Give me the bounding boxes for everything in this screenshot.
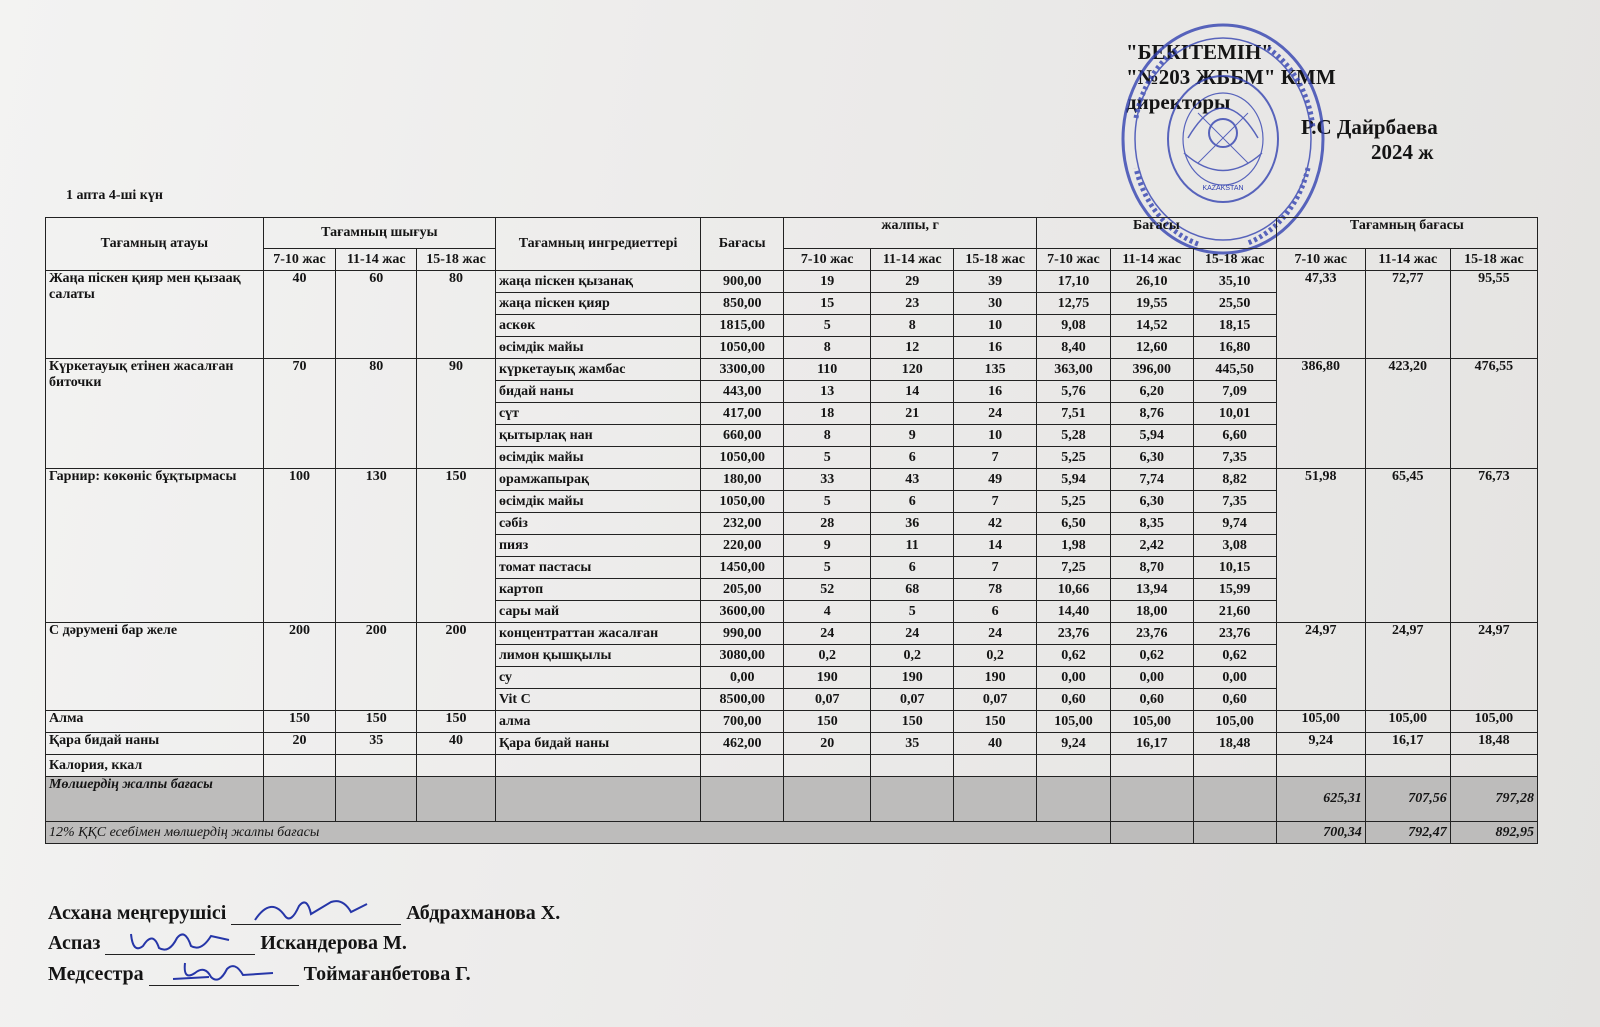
ingredient-name: Vit C bbox=[495, 689, 700, 711]
calorie-row bbox=[46, 755, 1538, 777]
ingredient-grams-age-3: 7 bbox=[954, 557, 1037, 579]
ingredient-cost-age-1: 7,51 bbox=[1037, 403, 1111, 425]
dish-yield-age-3: 150 bbox=[417, 711, 496, 733]
header-ingredients: Тағамның ингредиеттері bbox=[495, 218, 700, 271]
ingredient-cost-age-2: 19,55 bbox=[1110, 293, 1193, 315]
ingredient-grams-age-3: 7 bbox=[954, 447, 1037, 469]
ingredient-price: 8500,00 bbox=[701, 689, 784, 711]
ingredient-cost-age-3: 8,82 bbox=[1193, 469, 1276, 491]
signature-blank bbox=[149, 965, 299, 986]
dish-yield-age-1: 40 bbox=[263, 271, 336, 359]
ingredient-cost-age-1: 1,98 bbox=[1037, 535, 1111, 557]
header-yield-age-3: 15-18 жас bbox=[417, 249, 496, 271]
ingredient-grams-age-1: 5 bbox=[784, 315, 871, 337]
header-cost-age-3: 15-18 жас bbox=[1193, 249, 1276, 271]
ingredient-name: аскөк bbox=[495, 315, 700, 337]
ingredient-price: 900,00 bbox=[701, 271, 784, 293]
ingredient-price: 1050,00 bbox=[701, 337, 784, 359]
dish-total-age-2: 16,17 bbox=[1365, 733, 1450, 755]
ingredient-cost-age-1: 105,00 bbox=[1037, 711, 1111, 733]
signature-person: Абдрахманова Х. bbox=[406, 902, 561, 924]
ingredient-grams-age-2: 36 bbox=[871, 513, 954, 535]
ingredient-grams-age-2: 35 bbox=[871, 733, 954, 755]
dish-yield-age-2: 130 bbox=[336, 469, 417, 623]
signature-blank bbox=[105, 934, 255, 955]
ingredient-cost-age-1: 14,40 bbox=[1037, 601, 1111, 623]
ingredient-grams-age-2: 0,2 bbox=[871, 645, 954, 667]
ingredient-row bbox=[46, 711, 1538, 733]
ingredient-cost-age-2: 16,17 bbox=[1110, 733, 1193, 755]
menu-body bbox=[46, 271, 1538, 755]
total-label: Мөлшердің жалпы бағасы bbox=[46, 777, 264, 822]
ingredient-cost-age-2: 8,35 bbox=[1110, 513, 1193, 535]
header-gross-age-3: 15-18 жас bbox=[954, 249, 1037, 271]
ingredient-grams-age-1: 15 bbox=[784, 293, 871, 315]
ingredient-grams-age-2: 21 bbox=[871, 403, 954, 425]
dish-name: С дәрумені бар желе bbox=[46, 623, 264, 711]
dish-name: Алма bbox=[46, 711, 264, 733]
ingredient-price: 417,00 bbox=[701, 403, 784, 425]
ingredient-cost-age-2: 2,42 bbox=[1110, 535, 1193, 557]
ingredient-price: 0,00 bbox=[701, 667, 784, 689]
ingredient-grams-age-1: 52 bbox=[784, 579, 871, 601]
dish-total-age-3: 76,73 bbox=[1450, 469, 1537, 623]
ingredient-price: 3300,00 bbox=[701, 359, 784, 381]
ingredient-price: 3600,00 bbox=[701, 601, 784, 623]
ingredient-cost-age-3: 23,76 bbox=[1193, 623, 1276, 645]
header-cost-age-1: 7-10 жас bbox=[1037, 249, 1111, 271]
header-yield-age-2: 11-14 жас bbox=[336, 249, 417, 271]
ingredient-cost-age-1: 0,60 bbox=[1037, 689, 1111, 711]
dish-yield-age-1: 20 bbox=[263, 733, 336, 755]
ingredient-cost-age-1: 0,62 bbox=[1037, 645, 1111, 667]
ingredient-grams-age-2: 5 bbox=[871, 601, 954, 623]
ingredient-grams-age-2: 23 bbox=[871, 293, 954, 315]
ingredient-price: 660,00 bbox=[701, 425, 784, 447]
ingredient-grams-age-3: 14 bbox=[954, 535, 1037, 557]
ingredient-cost-age-3: 7,09 bbox=[1193, 381, 1276, 403]
dish-total-age-1: 51,98 bbox=[1276, 469, 1365, 623]
ingredient-cost-age-2: 18,00 bbox=[1110, 601, 1193, 623]
dish-yield-age-3: 80 bbox=[417, 271, 496, 359]
ingredient-cost-age-1: 5,76 bbox=[1037, 381, 1111, 403]
ingredient-grams-age-3: 24 bbox=[954, 623, 1037, 645]
ingredient-grams-age-2: 24 bbox=[871, 623, 954, 645]
ingredient-grams-age-2: 0,07 bbox=[871, 689, 954, 711]
ingredient-cost-age-1: 5,28 bbox=[1037, 425, 1111, 447]
signature-blank bbox=[231, 904, 401, 925]
ingredient-grams-age-1: 33 bbox=[784, 469, 871, 491]
menu-table bbox=[45, 217, 1538, 844]
ingredient-cost-age-3: 0,00 bbox=[1193, 667, 1276, 689]
ingredient-cost-age-3: 0,60 bbox=[1193, 689, 1276, 711]
dish-yield-age-2: 80 bbox=[336, 359, 417, 469]
ingredient-cost-age-1: 12,75 bbox=[1037, 293, 1111, 315]
ingredient-cost-age-2: 26,10 bbox=[1110, 271, 1193, 293]
ingredient-cost-age-2: 7,74 bbox=[1110, 469, 1193, 491]
signature-person: Искандерова М. bbox=[260, 932, 407, 954]
header-dish-cost-age-1: 7-10 жас bbox=[1276, 249, 1365, 271]
ingredient-grams-age-3: 7 bbox=[954, 491, 1037, 513]
ingredient-cost-age-3: 25,50 bbox=[1193, 293, 1276, 315]
ingredient-name: жаңа піскен қызанақ bbox=[495, 271, 700, 293]
ingredient-grams-age-1: 20 bbox=[784, 733, 871, 755]
signature-role: Асхана меңгерушісі bbox=[48, 902, 227, 924]
week-day-label: 1 апта 4-ші күн bbox=[66, 188, 163, 203]
vat-value-age-2: 792,47 bbox=[1365, 822, 1450, 844]
handwritten-signature-icon bbox=[251, 894, 371, 928]
ingredient-grams-age-3: 49 bbox=[954, 469, 1037, 491]
ingredient-cost-age-1: 5,94 bbox=[1037, 469, 1111, 491]
ingredient-cost-age-3: 7,35 bbox=[1193, 447, 1276, 469]
dish-total-age-1: 386,80 bbox=[1276, 359, 1365, 469]
ingredient-cost-age-3: 7,35 bbox=[1193, 491, 1276, 513]
ingredient-grams-age-3: 39 bbox=[954, 271, 1037, 293]
ingredient-name: қытырлақ нан bbox=[495, 425, 700, 447]
ingredient-cost-age-2: 23,76 bbox=[1110, 623, 1193, 645]
header-dish-cost-age-2: 11-14 жас bbox=[1365, 249, 1450, 271]
vat-value-age-1: 700,34 bbox=[1276, 822, 1365, 844]
ingredient-grams-age-3: 10 bbox=[954, 315, 1037, 337]
ingredient-name: орамжапырақ bbox=[495, 469, 700, 491]
ingredient-cost-age-1: 5,25 bbox=[1037, 447, 1111, 469]
ingredient-cost-age-2: 12,60 bbox=[1110, 337, 1193, 359]
ingredient-cost-age-2: 0,00 bbox=[1110, 667, 1193, 689]
ingredient-grams-age-1: 4 bbox=[784, 601, 871, 623]
total-row bbox=[46, 777, 1538, 822]
ingredient-name: томат пастасы bbox=[495, 557, 700, 579]
ingredient-cost-age-1: 5,25 bbox=[1037, 491, 1111, 513]
ingredient-name: өсімдік майы bbox=[495, 447, 700, 469]
dish-total-age-3: 18,48 bbox=[1450, 733, 1537, 755]
signature-role: Аспаз bbox=[48, 932, 101, 954]
ingredient-name: Қара бидай наны bbox=[495, 733, 700, 755]
ingredient-cost-age-2: 6,20 bbox=[1110, 381, 1193, 403]
dish-total-age-2: 72,77 bbox=[1365, 271, 1450, 359]
dish-yield-age-1: 150 bbox=[263, 711, 336, 733]
ingredient-grams-age-1: 5 bbox=[784, 557, 871, 579]
ingredient-grams-age-1: 110 bbox=[784, 359, 871, 381]
dish-yield-age-1: 100 bbox=[263, 469, 336, 623]
approval-school: "№203 ЖББМ" КММ bbox=[1126, 65, 1336, 89]
ingredient-grams-age-1: 150 bbox=[784, 711, 871, 733]
header-yield-age-1: 7-10 жас bbox=[263, 249, 336, 271]
dish-total-age-3: 95,55 bbox=[1450, 271, 1537, 359]
ingredient-grams-age-2: 8 bbox=[871, 315, 954, 337]
ingredient-name: лимон қышқылы bbox=[495, 645, 700, 667]
ingredient-grams-age-3: 135 bbox=[954, 359, 1037, 381]
ingredient-name: алма bbox=[495, 711, 700, 733]
ingredient-cost-age-3: 9,74 bbox=[1193, 513, 1276, 535]
ingredient-price: 3080,00 bbox=[701, 645, 784, 667]
ingredient-price: 1050,00 bbox=[701, 447, 784, 469]
signature-role: Медсестра bbox=[48, 963, 144, 985]
dish-total-age-1: 24,97 bbox=[1276, 623, 1365, 711]
dish-yield-age-1: 70 bbox=[263, 359, 336, 469]
ingredient-grams-age-3: 16 bbox=[954, 337, 1037, 359]
ingredient-cost-age-2: 5,94 bbox=[1110, 425, 1193, 447]
dish-yield-age-3: 40 bbox=[417, 733, 496, 755]
ingredient-grams-age-2: 68 bbox=[871, 579, 954, 601]
ingredient-price: 462,00 bbox=[701, 733, 784, 755]
ingredient-grams-age-2: 6 bbox=[871, 557, 954, 579]
ingredient-name: сүт bbox=[495, 403, 700, 425]
header-dish-cost: Тағамның бағасы bbox=[1276, 218, 1537, 249]
ingredient-cost-age-3: 3,08 bbox=[1193, 535, 1276, 557]
dish-total-age-1: 47,33 bbox=[1276, 271, 1365, 359]
ingredient-name: су bbox=[495, 667, 700, 689]
dish-total-age-3: 24,97 bbox=[1450, 623, 1537, 711]
ingredient-grams-age-2: 9 bbox=[871, 425, 954, 447]
ingredient-grams-age-1: 8 bbox=[784, 337, 871, 359]
ingredient-grams-age-3: 0,2 bbox=[954, 645, 1037, 667]
ingredient-cost-age-3: 10,15 bbox=[1193, 557, 1276, 579]
header-row-1 bbox=[46, 218, 1538, 249]
ingredient-cost-age-1: 23,76 bbox=[1037, 623, 1111, 645]
ingredient-cost-age-3: 18,48 bbox=[1193, 733, 1276, 755]
ingredient-name: сәбіз bbox=[495, 513, 700, 535]
dish-name: Гарнир: көкөніс бұқтырмасы bbox=[46, 469, 264, 623]
ingredient-grams-age-2: 43 bbox=[871, 469, 954, 491]
ingredient-cost-age-3: 10,01 bbox=[1193, 403, 1276, 425]
ingredient-grams-age-3: 30 bbox=[954, 293, 1037, 315]
ingredient-grams-age-1: 0,2 bbox=[784, 645, 871, 667]
header-yield: Тағамның шығуы bbox=[263, 218, 495, 249]
ingredient-name: өсімдік майы bbox=[495, 337, 700, 359]
ingredient-price: 700,00 bbox=[701, 711, 784, 733]
dish-total-age-3: 105,00 bbox=[1450, 711, 1537, 733]
dish-total-age-2: 65,45 bbox=[1365, 469, 1450, 623]
ingredient-price: 1815,00 bbox=[701, 315, 784, 337]
ingredient-cost-age-1: 0,00 bbox=[1037, 667, 1111, 689]
ingredient-cost-age-2: 8,76 bbox=[1110, 403, 1193, 425]
calorie-label: Калория, ккал bbox=[46, 755, 264, 777]
header-gross-age-1: 7-10 жас bbox=[784, 249, 871, 271]
header-price: Бағасы bbox=[701, 218, 784, 271]
ingredient-cost-age-2: 6,30 bbox=[1110, 491, 1193, 513]
ingredient-grams-age-1: 5 bbox=[784, 447, 871, 469]
total-value-age-2: 707,56 bbox=[1365, 777, 1450, 822]
ingredient-cost-age-2: 105,00 bbox=[1110, 711, 1193, 733]
ingredient-cost-age-3: 18,15 bbox=[1193, 315, 1276, 337]
ingredient-grams-age-2: 29 bbox=[871, 271, 954, 293]
ingredient-price: 180,00 bbox=[701, 469, 784, 491]
ingredient-cost-age-1: 10,66 bbox=[1037, 579, 1111, 601]
ingredient-grams-age-3: 16 bbox=[954, 381, 1037, 403]
ingredient-grams-age-2: 11 bbox=[871, 535, 954, 557]
ingredient-grams-age-3: 24 bbox=[954, 403, 1037, 425]
header-cost: Бағасы bbox=[1037, 218, 1276, 249]
approval-position: директоры bbox=[1126, 90, 1231, 114]
ingredient-price: 850,00 bbox=[701, 293, 784, 315]
dish-total-age-2: 24,97 bbox=[1365, 623, 1450, 711]
ingredient-grams-age-3: 40 bbox=[954, 733, 1037, 755]
ingredient-price: 232,00 bbox=[701, 513, 784, 535]
signature-line-nurse bbox=[48, 963, 471, 986]
total-value-age-3: 797,28 bbox=[1450, 777, 1537, 822]
ingredient-price: 1050,00 bbox=[701, 491, 784, 513]
ingredient-cost-age-3: 35,10 bbox=[1193, 271, 1276, 293]
ingredient-cost-age-1: 6,50 bbox=[1037, 513, 1111, 535]
ingredient-grams-age-1: 18 bbox=[784, 403, 871, 425]
ingredient-grams-age-3: 6 bbox=[954, 601, 1037, 623]
ingredient-grams-age-3: 78 bbox=[954, 579, 1037, 601]
ingredient-price: 1450,00 bbox=[701, 557, 784, 579]
ingredient-name: өсімдік майы bbox=[495, 491, 700, 513]
ingredient-row bbox=[46, 623, 1538, 645]
vat-value-age-3: 892,95 bbox=[1450, 822, 1537, 844]
header-gross-age-2: 11-14 жас bbox=[871, 249, 954, 271]
ingredient-grams-age-2: 120 bbox=[871, 359, 954, 381]
ingredient-name: бидай наны bbox=[495, 381, 700, 403]
ingredient-grams-age-3: 150 bbox=[954, 711, 1037, 733]
dish-yield-age-3: 90 bbox=[417, 359, 496, 469]
dish-total-age-2: 105,00 bbox=[1365, 711, 1450, 733]
ingredient-grams-age-1: 0,07 bbox=[784, 689, 871, 711]
dish-yield-age-2: 150 bbox=[336, 711, 417, 733]
dish-name: Күркетауық етінен жасалған биточки bbox=[46, 359, 264, 469]
ingredient-cost-age-3: 16,80 bbox=[1193, 337, 1276, 359]
ingredient-grams-age-2: 6 bbox=[871, 491, 954, 513]
ingredient-grams-age-1: 5 bbox=[784, 491, 871, 513]
ingredient-cost-age-3: 0,62 bbox=[1193, 645, 1276, 667]
ingredient-grams-age-3: 190 bbox=[954, 667, 1037, 689]
ingredient-grams-age-2: 150 bbox=[871, 711, 954, 733]
dish-name: Қара бидай наны bbox=[46, 733, 264, 755]
ingredient-grams-age-1: 8 bbox=[784, 425, 871, 447]
ingredient-cost-age-1: 8,40 bbox=[1037, 337, 1111, 359]
dish-name: Жаңа піскен қияр мен қызаақ салаты bbox=[46, 271, 264, 359]
ingredient-name: пияз bbox=[495, 535, 700, 557]
ingredient-grams-age-3: 10 bbox=[954, 425, 1037, 447]
dish-total-age-3: 476,55 bbox=[1450, 359, 1537, 469]
signature-line-cook bbox=[48, 932, 407, 955]
dish-yield-age-3: 150 bbox=[417, 469, 496, 623]
ingredient-cost-age-3: 445,50 bbox=[1193, 359, 1276, 381]
ingredient-cost-age-1: 17,10 bbox=[1037, 271, 1111, 293]
ingredient-grams-age-2: 6 bbox=[871, 447, 954, 469]
ingredient-grams-age-3: 42 bbox=[954, 513, 1037, 535]
ingredient-price: 205,00 bbox=[701, 579, 784, 601]
ingredient-name: жаңа піскен қияр bbox=[495, 293, 700, 315]
ingredient-cost-age-3: 21,60 bbox=[1193, 601, 1276, 623]
ingredient-row bbox=[46, 469, 1538, 491]
header-cost-age-2: 11-14 жас bbox=[1110, 249, 1193, 271]
dish-total-age-2: 423,20 bbox=[1365, 359, 1450, 469]
signature-person: Тоймағанбетова Г. bbox=[303, 963, 471, 985]
ingredient-row bbox=[46, 271, 1538, 293]
ingredient-row bbox=[46, 359, 1538, 381]
handwritten-signature-icon bbox=[169, 955, 279, 989]
handwritten-signature-icon bbox=[125, 924, 235, 958]
ingredient-grams-age-1: 24 bbox=[784, 623, 871, 645]
ingredient-cost-age-1: 7,25 bbox=[1037, 557, 1111, 579]
ingredient-grams-age-2: 12 bbox=[871, 337, 954, 359]
dish-yield-age-2: 35 bbox=[336, 733, 417, 755]
approval-director-name: Р.С Дайрбаева bbox=[1301, 115, 1438, 139]
ingredient-price: 443,00 bbox=[701, 381, 784, 403]
ingredient-grams-age-1: 190 bbox=[784, 667, 871, 689]
ingredient-cost-age-2: 6,30 bbox=[1110, 447, 1193, 469]
total-value-age-1: 625,31 bbox=[1276, 777, 1365, 822]
ingredient-row bbox=[46, 733, 1538, 755]
ingredient-price: 220,00 bbox=[701, 535, 784, 557]
dish-yield-age-2: 60 bbox=[336, 271, 417, 359]
dish-yield-age-1: 200 bbox=[263, 623, 336, 711]
ingredient-name: күркетауық жамбас bbox=[495, 359, 700, 381]
ingredient-cost-age-1: 9,24 bbox=[1037, 733, 1111, 755]
header-dish-cost-age-3: 15-18 жас bbox=[1450, 249, 1537, 271]
ingredient-cost-age-1: 363,00 bbox=[1037, 359, 1111, 381]
ingredient-grams-age-1: 9 bbox=[784, 535, 871, 557]
approval-title: "БЕКІТЕМІН" bbox=[1126, 40, 1273, 64]
ingredient-cost-age-2: 0,60 bbox=[1110, 689, 1193, 711]
vat-row bbox=[46, 822, 1538, 844]
ingredient-grams-age-3: 0,07 bbox=[954, 689, 1037, 711]
ingredient-grams-age-1: 13 bbox=[784, 381, 871, 403]
vat-label: 12% ҚҚС есебімен мөлшердің жалпы бағасы bbox=[46, 822, 1111, 844]
ingredient-cost-age-2: 13,94 bbox=[1110, 579, 1193, 601]
ingredient-grams-age-2: 14 bbox=[871, 381, 954, 403]
dish-total-age-1: 9,24 bbox=[1276, 733, 1365, 755]
dish-yield-age-2: 200 bbox=[336, 623, 417, 711]
ingredient-price: 990,00 bbox=[701, 623, 784, 645]
ingredient-cost-age-2: 396,00 bbox=[1110, 359, 1193, 381]
stamp-inner-text: KAZAKSTAN bbox=[1202, 185, 1244, 192]
approval-date: 2024 ж bbox=[1371, 140, 1434, 164]
dish-yield-age-3: 200 bbox=[417, 623, 496, 711]
ingredient-name: концентраттан жасалған bbox=[495, 623, 700, 645]
ingredient-grams-age-1: 28 bbox=[784, 513, 871, 535]
ingredient-cost-age-3: 105,00 bbox=[1193, 711, 1276, 733]
ingredient-cost-age-3: 15,99 bbox=[1193, 579, 1276, 601]
ingredient-grams-age-1: 19 bbox=[784, 271, 871, 293]
ingredient-cost-age-2: 8,70 bbox=[1110, 557, 1193, 579]
ingredient-name: сары май bbox=[495, 601, 700, 623]
ingredient-grams-age-2: 190 bbox=[871, 667, 954, 689]
ingredient-cost-age-2: 0,62 bbox=[1110, 645, 1193, 667]
ingredient-cost-age-3: 6,60 bbox=[1193, 425, 1276, 447]
ingredient-name: картоп bbox=[495, 579, 700, 601]
ingredient-cost-age-2: 14,52 bbox=[1110, 315, 1193, 337]
header-gross: жалпы, г bbox=[784, 218, 1037, 249]
signature-line-kitchen-head bbox=[48, 902, 560, 925]
ingredient-cost-age-1: 9,08 bbox=[1037, 315, 1111, 337]
dish-total-age-1: 105,00 bbox=[1276, 711, 1365, 733]
header-dish-name: Тағамның атауы bbox=[46, 218, 264, 271]
